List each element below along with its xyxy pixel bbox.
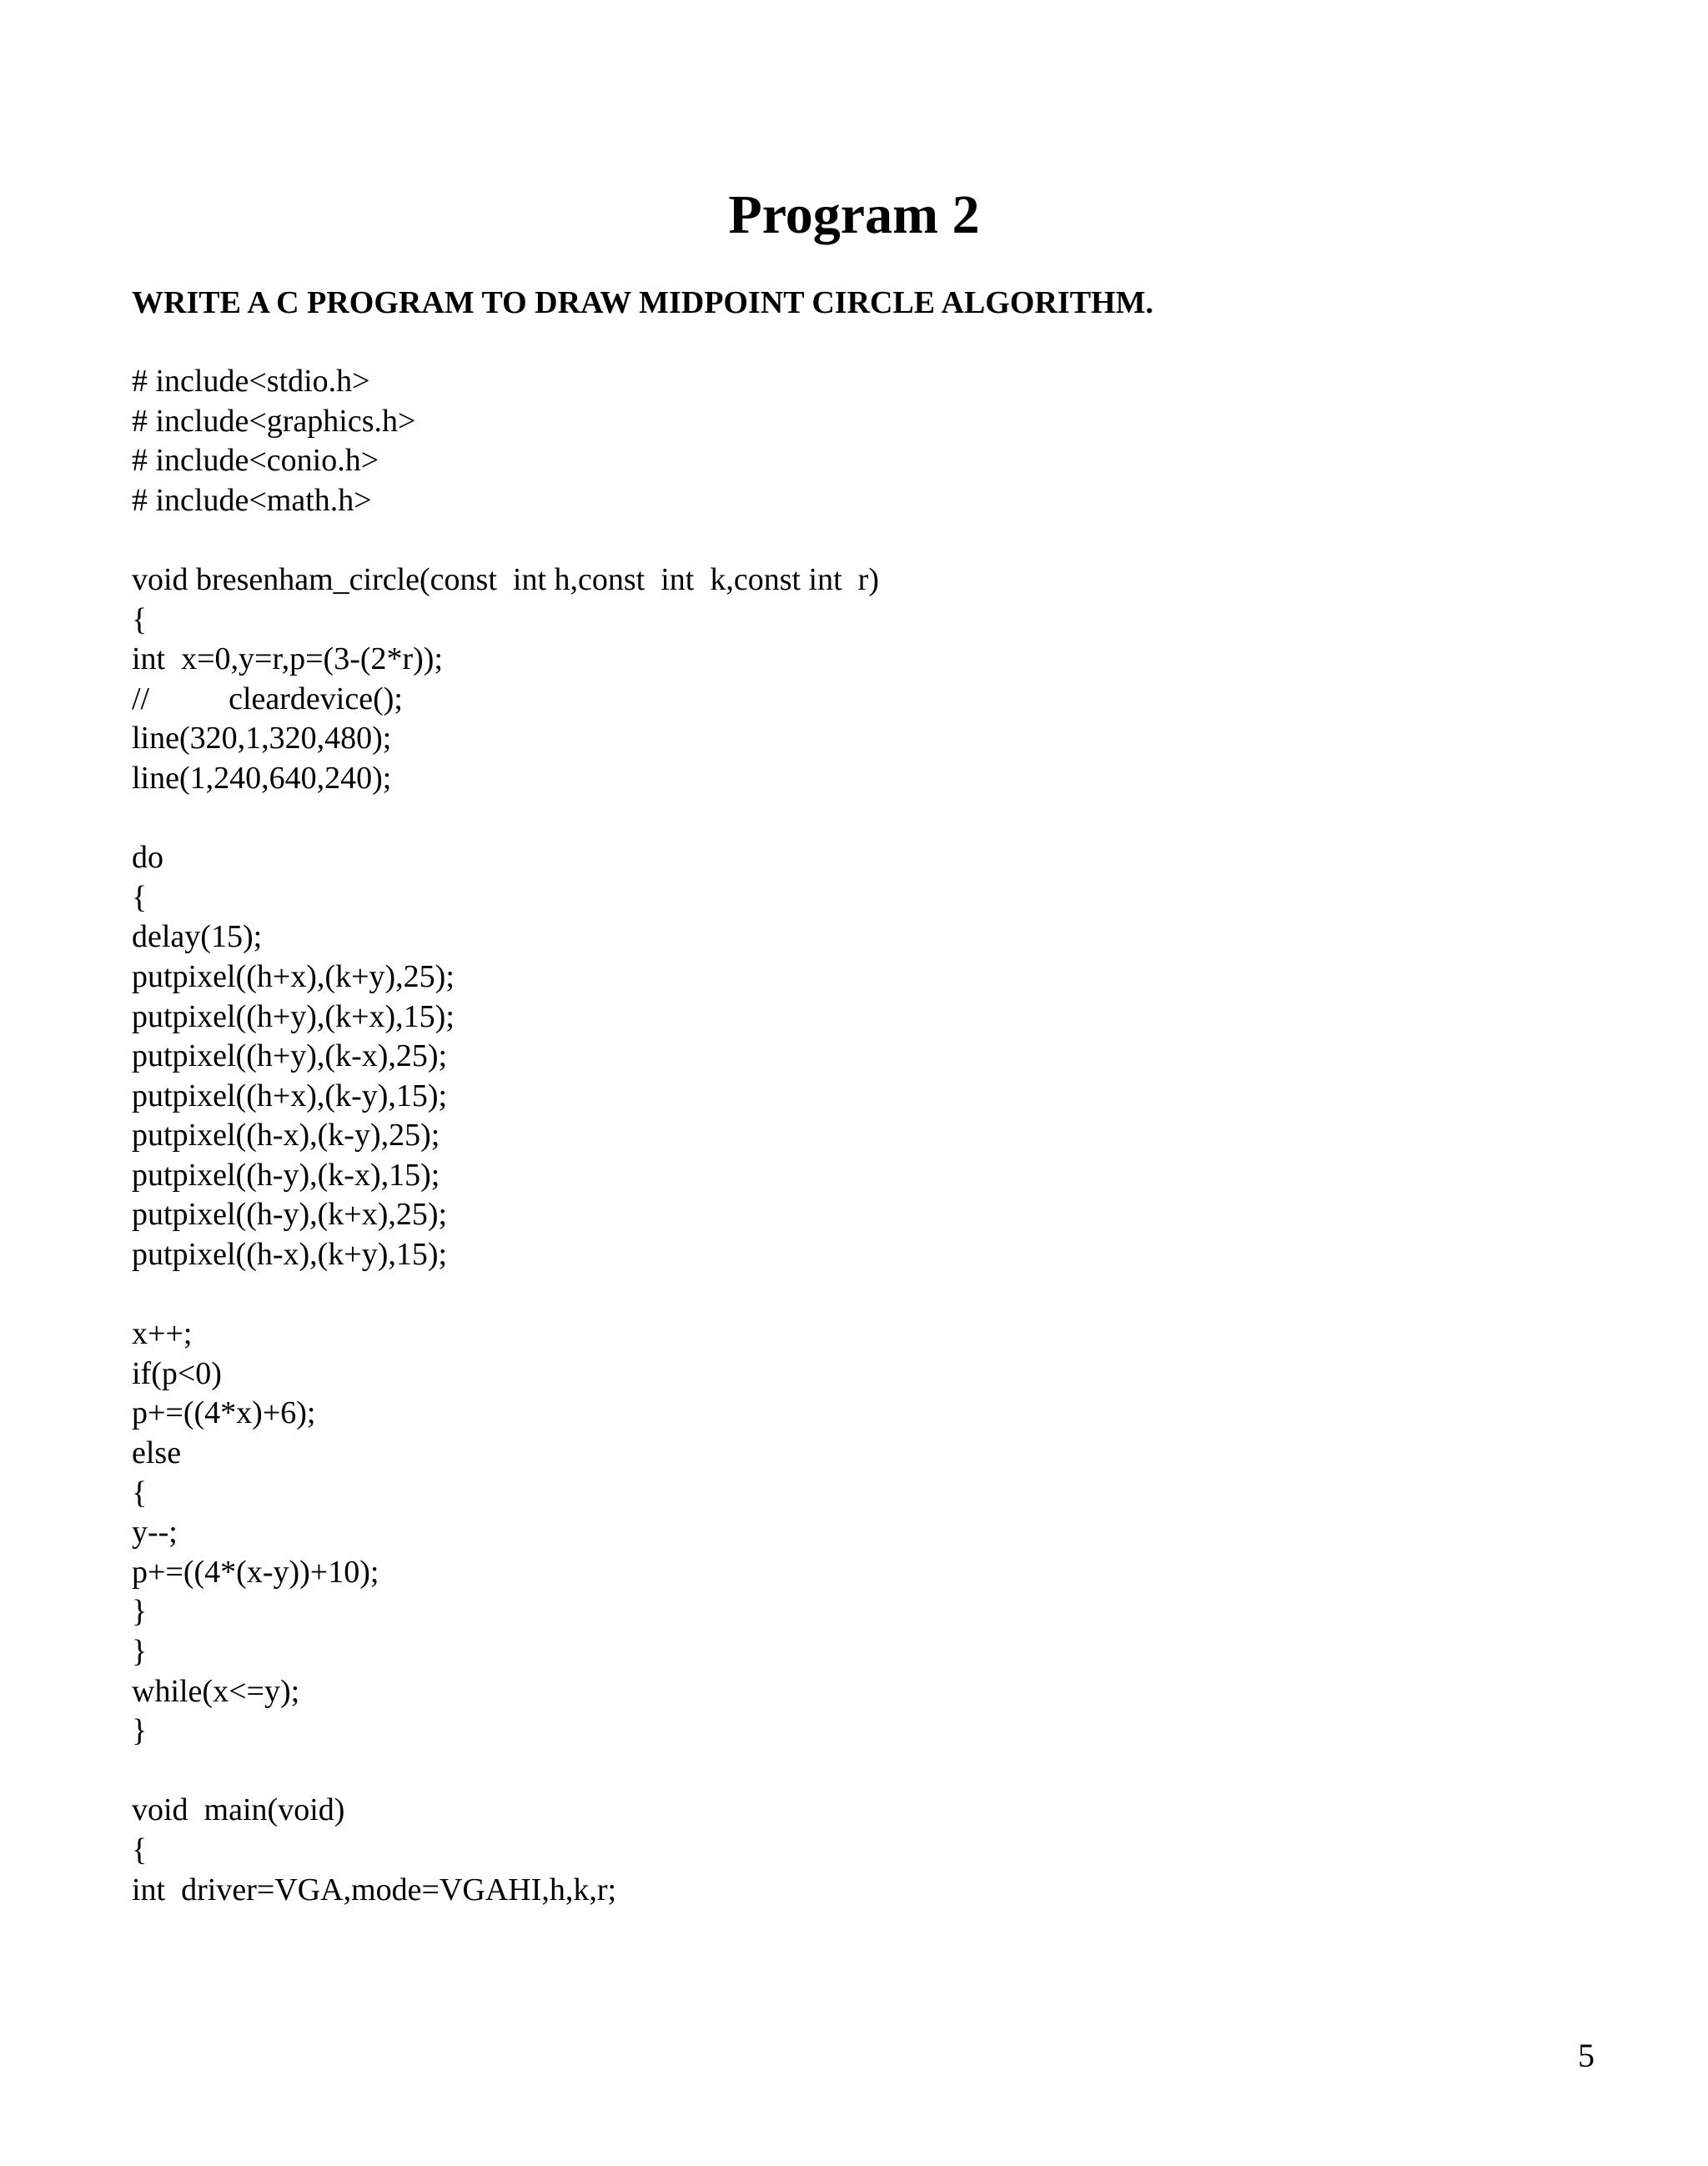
program-heading: WRITE A C PROGRAM TO DRAW MIDPOINT CIRCLE ALGORITHM. [132,285,1153,320]
code-line: { [132,601,148,637]
code-line: putpixel((h-x),(k-y),25); [132,1118,440,1153]
code-line: { [132,879,148,915]
code-line: p+=((4*(x-y))+10); [132,1554,379,1590]
code-line: int driver=VGA,mode=VGAHI,h,k,r; [132,1872,617,1907]
code-line: line(320,1,320,480); [132,721,392,756]
code-line: # include<stdio.h> [132,364,370,399]
code-line: line(1,240,640,240); [132,760,392,796]
blank-line [132,1751,879,1792]
code-line: do [132,840,163,876]
code-line: // cleardevice(); [132,681,403,716]
code-line: putpixel((h+x),(k+y),25); [132,958,455,994]
code-line: if(p<0) [132,1355,222,1391]
code-line: void main(void) [132,1792,345,1828]
code-line: { [132,1832,148,1867]
page-title: Program 2 [728,184,980,245]
code-line: { [132,1475,148,1510]
code-line: while(x<=y); [132,1673,300,1709]
code-listing [132,362,879,1910]
code-line: putpixel((h+y),(k+x),15); [132,998,455,1034]
code-line: putpixel((h-x),(k+y),15); [132,1237,448,1273]
code-line: # include<math.h> [132,482,372,518]
blank-line [132,520,879,560]
code-line: x++; [132,1316,193,1352]
code-line: p+=((4*x)+6); [132,1395,316,1431]
code-line: } [132,1594,148,1630]
code-line: # include<graphics.h> [132,403,416,439]
code-line: else [132,1435,182,1471]
blank-line [132,1275,879,1315]
code-line: } [132,1713,148,1749]
code-line: # include<conio.h> [132,443,379,479]
code-line: putpixel((h-y),(k+x),25); [132,1197,448,1233]
code-line: putpixel((h+y),(k-x),25); [132,1038,448,1074]
code-line: putpixel((h-y),(k-x),15); [132,1157,440,1193]
code-line: y--; [132,1515,178,1550]
code-line: void bresenham_circle(const int h,const int k,const int r) [132,561,879,597]
code-line: } [132,1634,148,1669]
code-line: int x=0,y=r,p=(3-(2*r)); [132,641,444,677]
code-line: putpixel((h+x),(k-y),15); [132,1078,448,1113]
page-number: 5 [1578,2037,1595,2074]
code-line: delay(15); [132,919,263,955]
blank-line [132,799,879,839]
